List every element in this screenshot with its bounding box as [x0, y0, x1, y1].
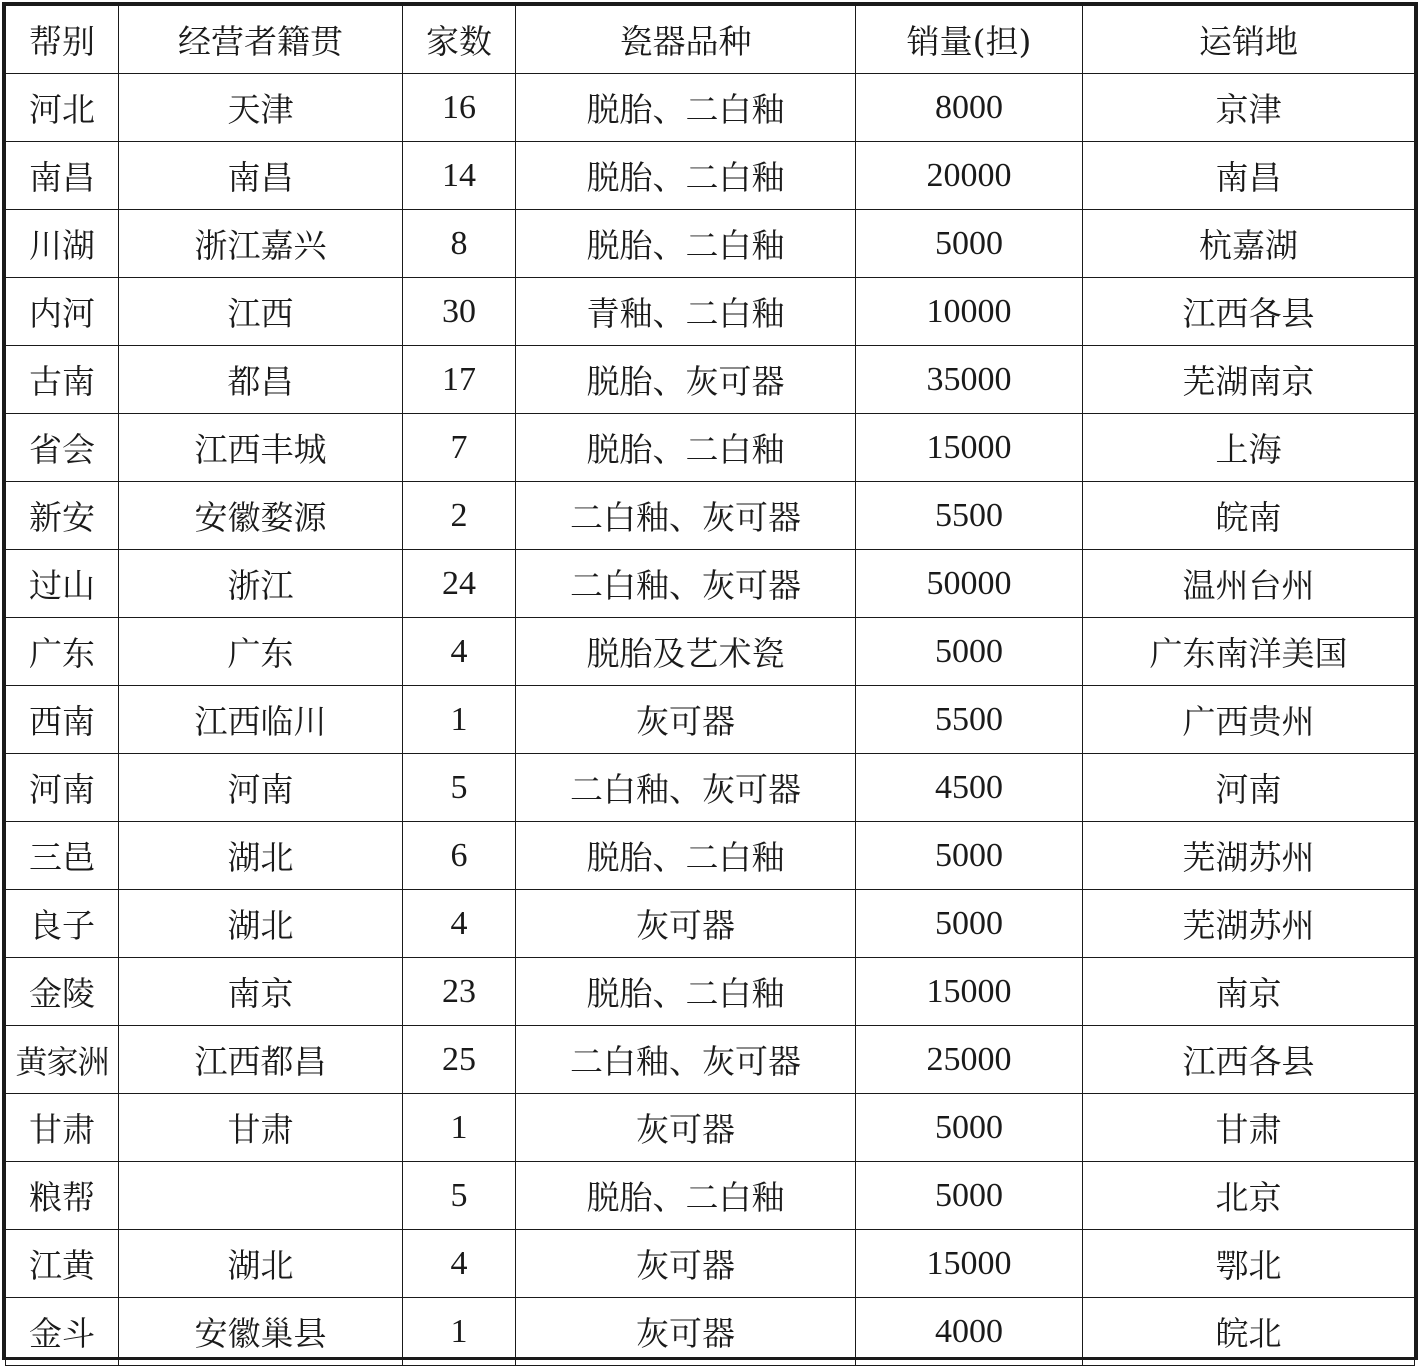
cell-porcelain-type: 二白釉、灰可器 — [516, 1026, 856, 1094]
porcelain-trade-table-frame — [2, 2, 1418, 1360]
cell-sales-volume: 5000 — [856, 210, 1083, 278]
cell-firm-count: 5 — [403, 1162, 516, 1230]
header-operator-origin: 经营者籍贯 — [119, 6, 403, 74]
cell-porcelain-type: 脱胎、二白釉 — [516, 822, 856, 890]
table-row — [6, 822, 1415, 890]
cell-firm-count: 6 — [403, 822, 516, 890]
cell-sales-volume: 5500 — [856, 482, 1083, 550]
cell-sales-volume: 5500 — [856, 686, 1083, 754]
table-header — [6, 6, 1415, 74]
cell-guild: 黄家洲 — [6, 1026, 119, 1094]
cell-porcelain-type: 灰可器 — [516, 686, 856, 754]
cell-porcelain-type: 灰可器 — [516, 1298, 856, 1366]
cell-destination: 杭嘉湖 — [1083, 210, 1415, 278]
table-row — [6, 482, 1415, 550]
cell-operator-origin: 河南 — [119, 754, 403, 822]
cell-operator-origin: 甘肃 — [119, 1094, 403, 1162]
cell-sales-volume: 4000 — [856, 1298, 1083, 1366]
cell-operator-origin: 广东 — [119, 618, 403, 686]
cell-porcelain-type: 脱胎、二白釉 — [516, 958, 856, 1026]
cell-firm-count: 5 — [403, 754, 516, 822]
header-row — [6, 6, 1415, 74]
cell-destination: 河南 — [1083, 754, 1415, 822]
cell-porcelain-type: 脱胎、灰可器 — [516, 346, 856, 414]
cell-destination: 芜湖苏州 — [1083, 890, 1415, 958]
cell-porcelain-type: 二白釉、灰可器 — [516, 482, 856, 550]
cell-firm-count: 1 — [403, 1094, 516, 1162]
cell-guild: 广东 — [6, 618, 119, 686]
cell-operator-origin: 江西临川 — [119, 686, 403, 754]
cell-firm-count: 14 — [403, 142, 516, 210]
table-row — [6, 414, 1415, 482]
cell-operator-origin: 湖北 — [119, 890, 403, 958]
cell-sales-volume: 5000 — [856, 1094, 1083, 1162]
cell-operator-origin: 浙江嘉兴 — [119, 210, 403, 278]
cell-guild: 古南 — [6, 346, 119, 414]
cell-sales-volume: 20000 — [856, 142, 1083, 210]
cell-destination: 南昌 — [1083, 142, 1415, 210]
table-row — [6, 346, 1415, 414]
header-porcelain-type: 瓷器品种 — [516, 6, 856, 74]
cell-firm-count: 23 — [403, 958, 516, 1026]
cell-porcelain-type: 灰可器 — [516, 1094, 856, 1162]
table-row — [6, 686, 1415, 754]
cell-porcelain-type: 脱胎、二白釉 — [516, 74, 856, 142]
cell-porcelain-type: 灰可器 — [516, 890, 856, 958]
cell-porcelain-type: 二白釉、灰可器 — [516, 754, 856, 822]
cell-guild: 三邑 — [6, 822, 119, 890]
cell-guild: 川湖 — [6, 210, 119, 278]
header-sales-volume: 销量(担) — [856, 6, 1083, 74]
cell-destination: 南京 — [1083, 958, 1415, 1026]
cell-destination: 北京 — [1083, 1162, 1415, 1230]
table-row — [6, 74, 1415, 142]
cell-destination: 广西贵州 — [1083, 686, 1415, 754]
cell-operator-origin: 江西丰城 — [119, 414, 403, 482]
cell-destination: 江西各县 — [1083, 1026, 1415, 1094]
table-row — [6, 210, 1415, 278]
cell-porcelain-type: 脱胎、二白釉 — [516, 414, 856, 482]
table-body — [6, 74, 1415, 1366]
cell-destination: 芜湖南京 — [1083, 346, 1415, 414]
cell-sales-volume: 4500 — [856, 754, 1083, 822]
header-guild: 帮别 — [6, 6, 119, 74]
cell-sales-volume: 50000 — [856, 550, 1083, 618]
cell-guild: 金陵 — [6, 958, 119, 1026]
cell-guild: 河南 — [6, 754, 119, 822]
cell-operator-origin: 江西 — [119, 278, 403, 346]
cell-porcelain-type: 脱胎、二白釉 — [516, 142, 856, 210]
cell-porcelain-type: 脱胎及艺术瓷 — [516, 618, 856, 686]
table-row — [6, 754, 1415, 822]
cell-firm-count: 25 — [403, 1026, 516, 1094]
cell-guild: 甘肃 — [6, 1094, 119, 1162]
cell-operator-origin: 南京 — [119, 958, 403, 1026]
cell-porcelain-type: 脱胎、二白釉 — [516, 1162, 856, 1230]
cell-porcelain-type: 青釉、二白釉 — [516, 278, 856, 346]
cell-firm-count: 24 — [403, 550, 516, 618]
cell-guild: 过山 — [6, 550, 119, 618]
table-row — [6, 142, 1415, 210]
cell-guild: 良子 — [6, 890, 119, 958]
cell-destination: 江西各县 — [1083, 278, 1415, 346]
cell-guild: 金斗 — [6, 1298, 119, 1366]
cell-operator-origin: 浙江 — [119, 550, 403, 618]
cell-sales-volume: 5000 — [856, 1162, 1083, 1230]
table-row — [6, 1230, 1415, 1298]
cell-sales-volume: 10000 — [856, 278, 1083, 346]
table-row — [6, 958, 1415, 1026]
table-row — [6, 890, 1415, 958]
cell-sales-volume: 8000 — [856, 74, 1083, 142]
cell-firm-count: 2 — [403, 482, 516, 550]
cell-firm-count: 7 — [403, 414, 516, 482]
cell-operator-origin — [119, 1162, 403, 1230]
porcelain-trade-table — [5, 5, 1415, 1366]
table-row — [6, 618, 1415, 686]
cell-firm-count: 1 — [403, 686, 516, 754]
table-row — [6, 278, 1415, 346]
cell-guild: 新安 — [6, 482, 119, 550]
cell-guild: 省会 — [6, 414, 119, 482]
cell-guild: 内河 — [6, 278, 119, 346]
cell-firm-count: 4 — [403, 618, 516, 686]
header-firm-count: 家数 — [403, 6, 516, 74]
cell-destination: 京津 — [1083, 74, 1415, 142]
cell-destination: 皖北 — [1083, 1298, 1415, 1366]
table-row — [6, 1026, 1415, 1094]
cell-firm-count: 16 — [403, 74, 516, 142]
cell-sales-volume: 15000 — [856, 958, 1083, 1026]
cell-destination: 温州台州 — [1083, 550, 1415, 618]
cell-sales-volume: 5000 — [856, 822, 1083, 890]
table-row — [6, 1298, 1415, 1366]
cell-sales-volume: 15000 — [856, 414, 1083, 482]
cell-operator-origin: 天津 — [119, 74, 403, 142]
cell-sales-volume: 5000 — [856, 890, 1083, 958]
cell-destination: 皖南 — [1083, 482, 1415, 550]
cell-operator-origin: 安徽巢县 — [119, 1298, 403, 1366]
cell-firm-count: 4 — [403, 890, 516, 958]
header-destination: 运销地 — [1083, 6, 1415, 74]
cell-porcelain-type: 脱胎、二白釉 — [516, 210, 856, 278]
table-row — [6, 550, 1415, 618]
cell-destination: 鄂北 — [1083, 1230, 1415, 1298]
cell-sales-volume: 25000 — [856, 1026, 1083, 1094]
cell-firm-count: 4 — [403, 1230, 516, 1298]
cell-operator-origin: 湖北 — [119, 1230, 403, 1298]
cell-firm-count: 8 — [403, 210, 516, 278]
cell-firm-count: 17 — [403, 346, 516, 414]
cell-sales-volume: 5000 — [856, 618, 1083, 686]
table-row — [6, 1094, 1415, 1162]
cell-operator-origin: 南昌 — [119, 142, 403, 210]
cell-operator-origin: 安徽婺源 — [119, 482, 403, 550]
cell-firm-count: 30 — [403, 278, 516, 346]
cell-sales-volume: 15000 — [856, 1230, 1083, 1298]
cell-porcelain-type: 灰可器 — [516, 1230, 856, 1298]
cell-guild: 河北 — [6, 74, 119, 142]
cell-operator-origin: 都昌 — [119, 346, 403, 414]
cell-operator-origin: 湖北 — [119, 822, 403, 890]
cell-destination: 上海 — [1083, 414, 1415, 482]
cell-firm-count: 1 — [403, 1298, 516, 1366]
cell-destination: 广东南洋美国 — [1083, 618, 1415, 686]
cell-operator-origin: 江西都昌 — [119, 1026, 403, 1094]
cell-sales-volume: 35000 — [856, 346, 1083, 414]
table-row — [6, 1162, 1415, 1230]
cell-guild: 南昌 — [6, 142, 119, 210]
cell-destination: 芜湖苏州 — [1083, 822, 1415, 890]
cell-guild: 西南 — [6, 686, 119, 754]
cell-guild: 粮帮 — [6, 1162, 119, 1230]
cell-porcelain-type: 二白釉、灰可器 — [516, 550, 856, 618]
cell-guild: 江黄 — [6, 1230, 119, 1298]
cell-destination: 甘肃 — [1083, 1094, 1415, 1162]
